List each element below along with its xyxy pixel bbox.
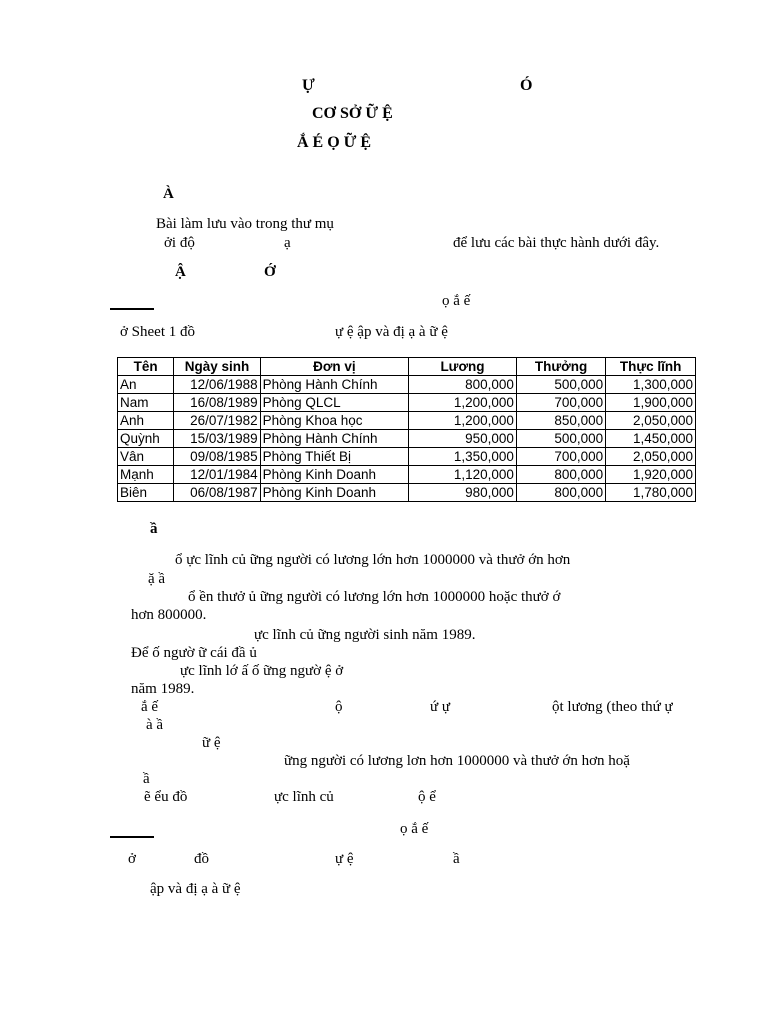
cell-salary: 1,200,000 <box>409 412 517 430</box>
requirement-8-c: ộ ể <box>418 789 436 805</box>
exercise2-line1-d: ầ <box>453 851 460 867</box>
exercise2-title: ọ ắ ế <box>400 821 429 837</box>
exercise2-line1-c: ự ệ <box>335 851 354 867</box>
cell-name: Quỳnh <box>118 430 174 448</box>
col-header-birthdate: Ngày sinh <box>174 358 260 376</box>
requirement-6: ữ ệ <box>202 735 221 751</box>
cell-net: 1,920,000 <box>606 466 696 484</box>
cell-salary: 800,000 <box>409 376 517 394</box>
requirement-4-c: năm 1989. <box>131 681 195 697</box>
cell-birthdate: 15/03/1989 <box>174 430 260 448</box>
cell-net: 1,450,000 <box>606 430 696 448</box>
cell-birthdate: 16/08/1989 <box>174 394 260 412</box>
cell-salary: 980,000 <box>409 484 517 502</box>
col-header-unit: Đơn vị <box>260 358 408 376</box>
cell-unit: Phòng Kinh Doanh <box>260 484 408 502</box>
cell-unit: Phòng QLCL <box>260 394 408 412</box>
section-a-line1: Bài làm lưu vào trong thư mụ <box>156 216 334 232</box>
requirement-8-a: ẽ ểu đồ <box>144 789 188 805</box>
cell-unit: Phòng Thiết Bị <box>260 448 408 466</box>
exercise1-intro-b: ự ệ ập và đị ạ à ữ ệ <box>335 324 448 340</box>
cell-name: Anh <box>118 412 174 430</box>
doc-title-line2: CƠ SỞ Ữ Ệ <box>312 105 393 122</box>
exercise2-rule <box>110 836 154 838</box>
cell-salary: 1,350,000 <box>409 448 517 466</box>
exercise2-line2: ập và đị ạ à ữ ệ <box>150 881 241 897</box>
requirement-2-b: hơn 800000. <box>131 607 207 623</box>
cell-salary: 1,200,000 <box>409 394 517 412</box>
cell-net: 1,300,000 <box>606 376 696 394</box>
cell-bonus: 800,000 <box>516 484 605 502</box>
requirement-1-a: ổ ực lĩnh củ ững người có lương lớn hơn 1000000 và thưở ớn hơn <box>175 552 571 568</box>
doc-title-line1-b: Ó <box>520 77 533 94</box>
salary-table <box>117 357 696 502</box>
table-row <box>118 394 696 412</box>
cell-salary: 950,000 <box>409 430 517 448</box>
cell-bonus: 800,000 <box>516 466 605 484</box>
col-header-salary: Lương <box>409 358 517 376</box>
requirement-1-b: ặ ầ <box>148 571 166 587</box>
table-header-row <box>118 358 696 376</box>
doc-title-line1-a: Ự <box>302 77 315 94</box>
requirement-5-c: ứ ự <box>430 699 451 715</box>
exercise1-title: ọ ắ ế <box>442 293 471 309</box>
section-b-heading-a: Ậ <box>175 264 186 280</box>
cell-net: 1,780,000 <box>606 484 696 502</box>
cell-net: 1,900,000 <box>606 394 696 412</box>
section-a-line2-b: ạ <box>284 235 291 251</box>
cell-bonus: 500,000 <box>516 376 605 394</box>
table-row <box>118 430 696 448</box>
col-header-net: Thực lĩnh <box>606 358 696 376</box>
cell-unit: Phòng Hành Chính <box>260 430 408 448</box>
cell-name: An <box>118 376 174 394</box>
cell-birthdate: 12/01/1984 <box>174 466 260 484</box>
exercise1-rule <box>110 308 154 310</box>
cell-name: Vân <box>118 448 174 466</box>
cell-unit: Phòng Khoa học <box>260 412 408 430</box>
cell-net: 2,050,000 <box>606 448 696 466</box>
cell-net: 2,050,000 <box>606 412 696 430</box>
section-a-line2-c: để lưu các bài thực hành dưới đây. <box>453 235 660 251</box>
cell-birthdate: 06/08/1987 <box>174 484 260 502</box>
requirement-5-a: ắ ế <box>141 699 159 715</box>
exercise1-intro-a: ở Sheet 1 đồ <box>120 324 196 340</box>
cell-bonus: 500,000 <box>516 430 605 448</box>
cell-salary: 1,120,000 <box>409 466 517 484</box>
requirement-4-b: ực lĩnh lớ ấ ố ững ngườ ệ ở <box>180 663 344 679</box>
requirement-8-b: ực lĩnh củ <box>274 789 334 805</box>
cell-unit: Phòng Kinh Doanh <box>260 466 408 484</box>
cell-bonus: 700,000 <box>516 394 605 412</box>
section-a-line2-a: ởi độ <box>164 235 195 251</box>
cell-bonus: 850,000 <box>516 412 605 430</box>
cell-name: Nam <box>118 394 174 412</box>
requirement-3: ực lĩnh củ ững người sinh năm 1989. <box>254 627 476 643</box>
requirement-5-e: à ầ <box>146 717 164 733</box>
cell-birthdate: 09/08/1985 <box>174 448 260 466</box>
cell-birthdate: 12/06/1988 <box>174 376 260 394</box>
table-row <box>118 466 696 484</box>
requirement-7-a: ững người có lương lơn hơn 1000000 và thưở ớn hơn hoặ <box>284 753 630 769</box>
requirements-heading: ầ <box>150 521 158 537</box>
cell-name: Mạnh <box>118 466 174 484</box>
cell-name: Biên <box>118 484 174 502</box>
requirement-5-b: ộ <box>335 699 343 715</box>
col-header-name: Tên <box>118 358 174 376</box>
table-row <box>118 376 696 394</box>
cell-birthdate: 26/07/1982 <box>174 412 260 430</box>
exercise2-line1-b: đồ <box>194 851 209 867</box>
exercise2-line1-a: ở <box>128 851 136 867</box>
section-b-heading-b: Ớ <box>264 264 276 280</box>
requirement-5-d: ột lương (theo thứ ự <box>552 699 673 715</box>
table-row <box>118 412 696 430</box>
requirement-2-a: ổ ền thưở ủ ững người có lương lớn hơn 1000000 hoặc thưở ớ <box>188 589 561 605</box>
section-a-heading: À <box>163 186 174 202</box>
requirement-7-b: ầ <box>143 771 150 787</box>
cell-unit: Phòng Hành Chính <box>260 376 408 394</box>
table-row <box>118 448 696 466</box>
cell-bonus: 700,000 <box>516 448 605 466</box>
col-header-bonus: Thưởng <box>516 358 605 376</box>
requirement-4-a: Để ố ngườ ữ cái đầ ủ <box>131 645 257 661</box>
doc-title-line3: Ắ É Ọ Ữ Ệ <box>297 134 372 151</box>
table-row <box>118 484 696 502</box>
